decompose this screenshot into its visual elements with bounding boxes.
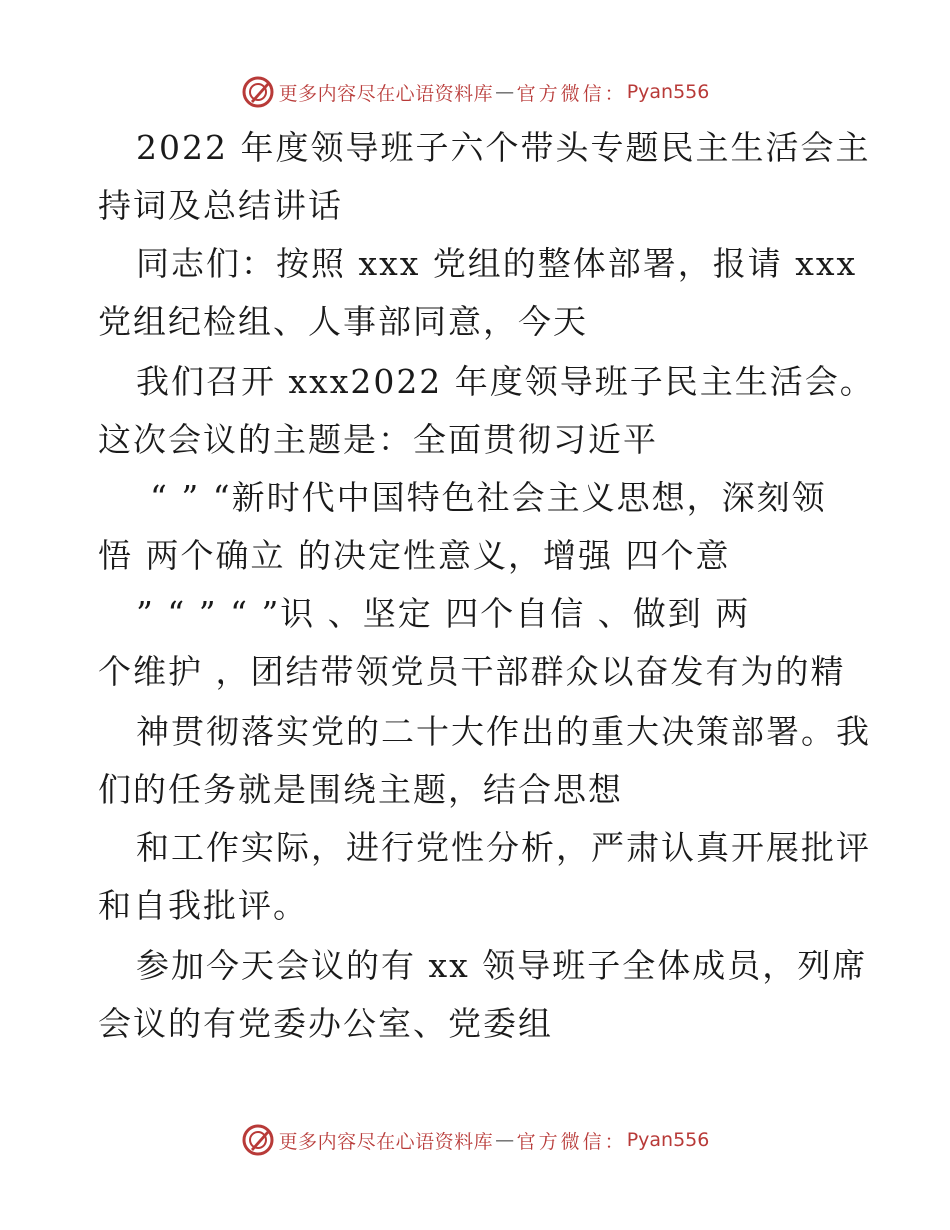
header-watermark (0, 72, 950, 112)
paragraph-line: 党组纪检组、人事部同意，今天 (98, 302, 588, 341)
paragraph-line: ” “ ” “ ”识 、坚定 四个自信 、做到 两 (136, 594, 751, 633)
paragraph-line: 们的任务就是围绕主题，结合思想 (98, 770, 623, 809)
paragraph-line: 我们召开 xxx2022 年度领导班子民主生活会。 (136, 362, 875, 401)
paragraph-line: 个维护 ，团结带领党员干部群众以奋发有为的精 (98, 652, 846, 691)
paragraph-line: 神贯彻落实党的二十大作出的重大决策部署。我 (136, 712, 871, 751)
paragraph-line: 悟 两个确立 的决定性意义，增强 四个意 (98, 536, 731, 575)
footer-watermark (0, 1120, 950, 1160)
watermark-wechat-id: Pyan556 (626, 1129, 710, 1151)
pen-logo-icon (241, 1123, 275, 1157)
watermark-wechat-id: Pyan556 (626, 81, 710, 103)
pen-logo-icon (241, 75, 275, 109)
watermark-official-text: 官方微信： (516, 1130, 627, 1153)
watermark-site-text: 更多内容尽在心语资料库 (278, 82, 494, 105)
paragraph-line: 和自我批评。 (98, 886, 308, 925)
watermark-official-text: 官方微信： (516, 82, 627, 105)
title-line: 2022 年度领导班子六个带头专题民主生活会主 (136, 128, 871, 167)
paragraph-line: 和工作实际，进行党性分析，严肃认真开展批评 (136, 828, 871, 867)
paragraph-line: 会议的有党委办公室、党委组 (98, 1004, 553, 1043)
paragraph-line: 参加今天会议的有 xx 领导班子全体成员，列席 (136, 946, 868, 985)
watermark-dash: — (495, 81, 515, 103)
watermark-site-text: 更多内容尽在心语资料库 (278, 1130, 494, 1153)
paragraph-line: 这次会议的主题是：全面贯彻习近平 (98, 420, 658, 459)
paragraph-line: 同志们：按照 xxx 党组的整体部署，报请 xxx (136, 244, 858, 283)
title-line: 持词及总结讲话 (98, 186, 343, 225)
paragraph-line: “ ” “新时代中国特色社会主义思想，深刻领 (150, 478, 827, 517)
watermark-dash: — (495, 1129, 515, 1151)
